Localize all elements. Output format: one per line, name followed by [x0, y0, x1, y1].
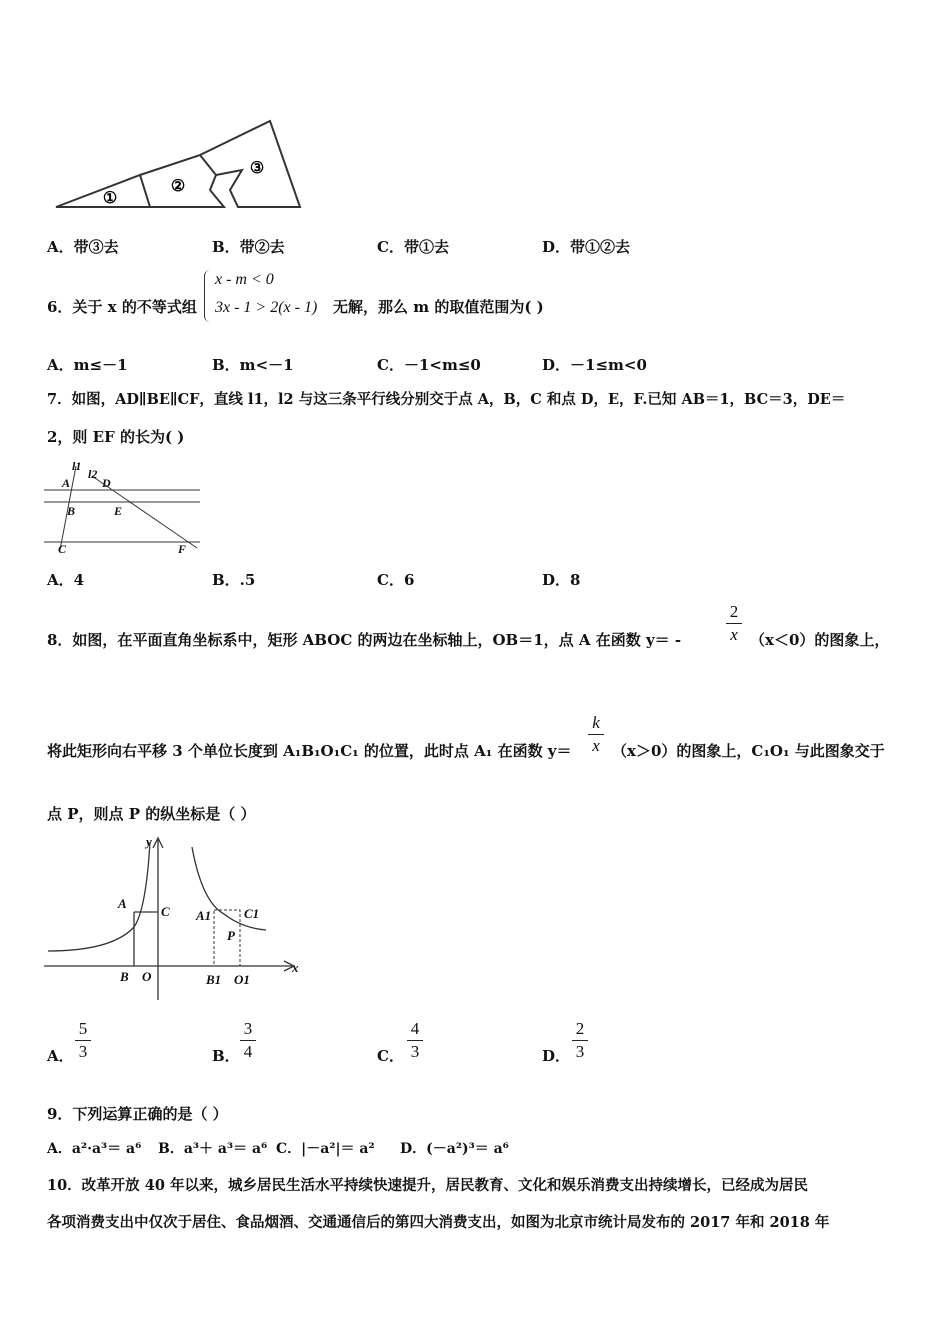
fraction-denominator: 3 [575, 1042, 585, 1061]
fraction-denominator: x [592, 736, 600, 755]
q8-stem-line2-a: 将此矩形向右平移 3 个单位长度到 A₁B₁O₁C₁ 的位置，此时点 A₁ 在函数 y＝ [47, 742, 572, 760]
q8-option-b-fraction [240, 1020, 256, 1061]
q8-option-d-fraction [572, 1020, 588, 1061]
piece-3-label: ③ [249, 160, 265, 177]
q6-brace [204, 270, 211, 322]
q5-option-c[interactable]: C．带①去 [377, 238, 449, 256]
q7-option-d[interactable]: D．8 [542, 571, 581, 589]
label-p: P [227, 928, 235, 943]
curve-left [48, 842, 150, 951]
piece-2-label: ② [170, 178, 186, 195]
q9-stem: 9．下列运算正确的是（ ） [47, 1105, 228, 1123]
triangle-pieces-figure [50, 115, 310, 215]
q6-inequality-2: 3x - 1 > 2(x - 1) [215, 299, 318, 316]
label-l2: l2 [88, 467, 98, 481]
q7-stem-line1: 7．如图，AD∥BE∥CF，直线 l1，l2 与这三条平行线分别交于点 A，B，C 和点 D，E，F.已知 AB＝1，BC＝3，DE＝ [47, 391, 846, 408]
label-a1: A1 [196, 908, 212, 923]
q8-stem-line1-b: （x＜0）的图象上， [750, 631, 890, 649]
q8-option-c[interactable]: C． [377, 1047, 404, 1065]
q8-fraction-k-over-x [588, 714, 604, 755]
fraction-denominator: 3 [410, 1042, 420, 1061]
piece-1-label: ① [102, 190, 118, 207]
label-o: O [142, 969, 152, 984]
label-b: B [120, 969, 129, 984]
label-c1: C1 [244, 906, 260, 921]
label-a: A [62, 476, 71, 490]
label-d: D [102, 476, 111, 490]
q5-option-d[interactable]: D．带①②去 [542, 238, 631, 256]
q10-stem-line2: 各项消费支出中仅次于居住、食品烟酒、交通通信后的第四大消费支出，如图为北京市统计局发布的 2017 年和 2018 年 [47, 1214, 830, 1231]
q8-option-a-fraction [75, 1020, 91, 1061]
q8-stem-line1-a: 8．如图，在平面直角坐标系中，矩形 ABOC 的两边在坐标轴上，OB＝1，点 A 在函数 y＝ - [47, 631, 682, 649]
label-y: y [146, 834, 152, 849]
q6-option-c[interactable]: C．－1<m≤0 [377, 356, 481, 374]
q9-option-a[interactable]: A．a²·a³＝ a⁶ [47, 1141, 142, 1157]
q9-option-c[interactable]: C．|－a²|＝ a² [276, 1141, 375, 1157]
q7-option-a[interactable]: A．4 [47, 571, 85, 589]
q8-option-c-fraction [407, 1020, 423, 1061]
label-c: C [161, 904, 170, 919]
label-f: F [178, 542, 187, 555]
q6-suffix: 无解，那么 m 的取值范围为( ) [333, 298, 544, 316]
fraction-numerator: 2 [575, 1019, 585, 1038]
q6-inequality-1: x - m < 0 [215, 271, 274, 288]
q7-option-c[interactable]: C．6 [377, 571, 415, 589]
q8-stem-line2-b: （x＞0）的图象上，C₁O₁ 与此图象交于 [612, 742, 885, 760]
q8-option-d[interactable]: D． [542, 1047, 571, 1065]
q6-option-d[interactable]: D．－1≤m<0 [542, 356, 647, 374]
fraction-denominator: x [730, 625, 738, 644]
fraction-denominator: 4 [243, 1042, 253, 1061]
fraction-numerator: 3 [243, 1019, 253, 1038]
label-e: E [114, 504, 123, 518]
q7-stem-line2: 2，则 EF 的长为( ) [47, 428, 185, 446]
q9-option-d[interactable]: D．(－a²)³＝ a⁶ [400, 1141, 509, 1157]
fraction-numerator: k [592, 713, 600, 732]
label-l1: l1 [72, 460, 82, 473]
q5-option-b[interactable]: B．带②去 [212, 238, 285, 256]
label-o1: O1 [234, 972, 250, 987]
q6-option-a[interactable]: A．m≤－1 [47, 356, 128, 374]
q9-option-b[interactable]: B．a³＋ a³＝ a⁶ [158, 1141, 268, 1157]
label-b: B [67, 504, 76, 518]
q6-option-b[interactable]: B．m<－1 [212, 356, 294, 374]
q6-prefix: 6．关于 x 的不等式组 [47, 298, 197, 316]
q7-option-b[interactable]: B．.5 [212, 571, 256, 589]
label-b1: B1 [206, 972, 222, 987]
fraction-numerator: 4 [410, 1019, 420, 1038]
label-x: x [292, 960, 299, 975]
fraction-denominator: 3 [78, 1042, 88, 1061]
fraction-numerator: 2 [729, 602, 739, 621]
q5-option-a[interactable]: A．带③去 [47, 238, 119, 256]
q10-stem-line1: 10．改革开放 40 年以来，城乡居民生活水平持续快速提升，居民教育、文化和娱乐消费支出持续增长，已经成为居民 [47, 1177, 808, 1194]
q8-option-a[interactable]: A． [47, 1047, 74, 1065]
fraction-numerator: 5 [78, 1019, 88, 1038]
parallel-lines-figure [42, 460, 207, 555]
coordinate-figure [42, 832, 307, 1007]
label-c: C [58, 542, 67, 555]
label-a: A [118, 896, 127, 911]
q8-fraction-neg2-over-x [726, 603, 742, 644]
q8-stem-line3: 点 P，则点 P 的纵坐标是（ ） [47, 805, 256, 823]
q8-option-b[interactable]: B． [212, 1047, 240, 1065]
